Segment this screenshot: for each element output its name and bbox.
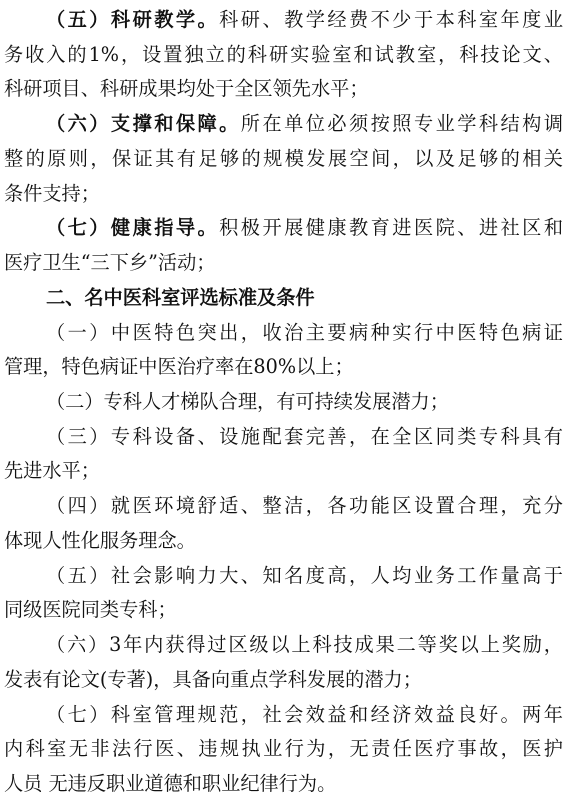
para5-line3: 科研项目、科研成果均处于全区领先水平； (4, 77, 369, 100)
para6-line2: 整的原则，保证其有足够的规模发展空间，以及足够的相关 (4, 147, 563, 170)
para7-line2: 医疗卫生“三下乡”活动； (4, 251, 216, 274)
para5-text1: 科研、教学经费不少于本科室年度业 (219, 8, 564, 31)
item7-line2: 内科室无非法行医、违规执业行为，无责任医疗事故，医护 (4, 737, 563, 760)
item7-line1: （七）科室管理规范，社会效益和经济效益良好。两年 (46, 703, 563, 726)
item4-line1: （四）就医环境舒适、整洁，各功能区设置合理，充分 (46, 494, 563, 517)
para6-line1 (0, 106, 567, 141)
para7-text1: 积极开展健康教育进医院、进社区和 (219, 216, 564, 239)
item3-line1: （三）专科设备、设施配套完善，在全区同类专科具有 (46, 425, 563, 448)
item5-line2: 同级医院同类专科； (4, 598, 177, 621)
item3-line2: 先进水平； (4, 459, 100, 482)
para6-lead: （六）支撑和保障。 (46, 112, 241, 135)
item6-line1: （六）3年内获得过区级以上科技成果二等奖以上奖励， (46, 633, 563, 656)
para6-line3: 条件支持； (4, 182, 100, 205)
item1-line1: （一）中医特色突出，收治主要病种实行中医特色病证 (46, 321, 563, 344)
para5-line2: 务收入的1%，设置独立的科研实验室和试教室，科技论文、 (4, 43, 563, 66)
section-heading: 二、名中医科室评选标准及条件 (46, 286, 315, 309)
para5-line1 (0, 2, 567, 37)
item2-line1: （二）专科人才梯队合理，有可持续发展潜力； (46, 390, 449, 413)
item4-line2: 体现人性化服务理念。 (4, 529, 196, 552)
item6-line2: 发表有论文(专著)，具备向重点学科发展的潜力； (4, 668, 422, 691)
item5-line1: （五）社会影响力大、知名度高，人均业务工作量高于 (46, 564, 563, 587)
para5-lead: （五）科研教学。 (46, 8, 220, 31)
item7-line3: 人员 无违反职业道德和职业纪律行为。 (4, 772, 337, 795)
para7-line1 (0, 210, 567, 245)
para6-text1: 所在单位必须按照专业学科结构调 (240, 112, 564, 135)
para7-lead: （七）健康指导。 (46, 216, 220, 239)
item1-line2: 管理，特色病证中医治疗率在80%以上； (4, 355, 354, 378)
